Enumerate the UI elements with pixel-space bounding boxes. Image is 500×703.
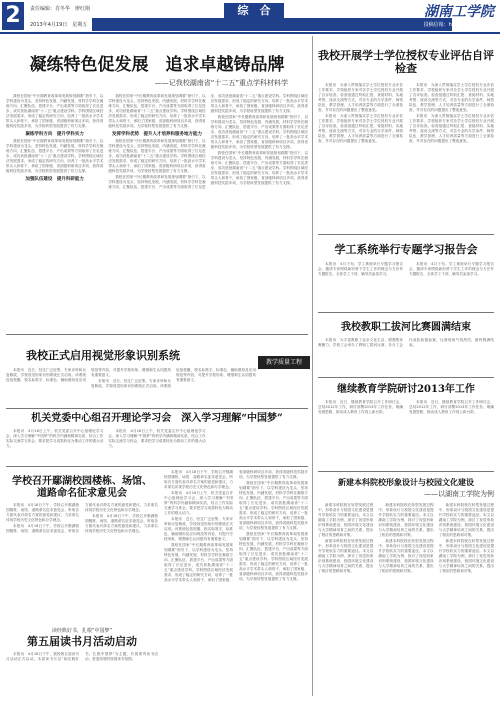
report-title: 学工系统举行专题学习报告会 (334, 243, 478, 256)
report-article (318, 238, 494, 310)
lead-paragraph: 我校在国家“中长期教育改革和发展规划纲要”指引下，以学科建设为龙头，坚持特色发展、内涵发展，材料学学科在凝练方向、汇聚队伍、搭建平台、产出成果等方面取得了长足进步，成功获批湖南省“十二五”重点建设学科。学科围绕区域经济发展需求，形成了稳定的研究方向，培养了一批高水平学术带头人和骨干，承担了国家级、省部级科研项目多项，获得省级科技奖励多项，为学校转型发展提供了有力支撑。 (210, 150, 308, 185)
page-number: 2 (2, 2, 24, 30)
vision-article (6, 340, 256, 405)
forum-title: 继续教育学院研讨2013年工作 (337, 384, 475, 395)
teaching-article (318, 316, 494, 374)
quality-label: 教学质量工程 (258, 356, 310, 369)
divider (6, 408, 308, 409)
vision-paragraph: 本报讯 近日，经过广泛征集、专家评审和反复修改，学校视觉形象识别系统正式启用。该系统包括校徽、校名标准字、标准色、辅助图形及应用规范等内容，对提升学校形象、增强师生认同感具有重要意义。 (6, 367, 171, 382)
campus-design-paragraph: 新建本科院校在转型发展过程中，形象设计与校园文化建设是提升学校软实力的重要途径。本文以湖南工学院为例，探讨了视觉形象识别系统建设、校园环境文化建设与大学精神培育之间的关系，提出了相应的思路和对策。 (378, 503, 434, 538)
naming-paragraph: 本报讯 4月18日下午，学校召开鄢湖校园楼栋、场馆、道路命名征求意见会，听取各方面代表对命名方案的意见和建议，力求命名体现学校历史文化特色和办学理念。 (6, 503, 79, 522)
degree-title: 我校开展学士学位授权专业评估自评检查 (318, 49, 494, 75)
party-article (6, 411, 308, 463)
teaching-paragraph: 本报讯 为丰富教职工业余文化生活，增强集体凝聚力，学校工会举办了教职工拔河比赛，各分工会代表队积极参赛，比赛现场气氛热烈，最终圆满结束。 (318, 337, 494, 347)
lead-paragraph: 我校在国家“中长期教育改革和发展规划纲要”指引下，以学科建设为龙头，坚持特色发展、内涵发展，材料学学科在凝练方向、汇聚队伍、搭建平台、产出成果等方面取得了长足进步，成功获批湖南省“十二五”重点建设学科。学科围绕区域经济发展需求，形成了稳定的研究方向，培养了一批高水平学术带头人和骨干，承担了国家级、省部级科研项目多项，获得省级科技奖励多项，为学校转型发展提供了有力支撑。 (6, 93, 104, 128)
divider (6, 466, 308, 467)
campus-design-title: 新建本科院校形象设计与校园文化建设 (338, 477, 474, 487)
lead-heading-3: 发挥学科优势 提升人才培养和服务地方能力 (111, 131, 202, 137)
campus-design-paragraph: 新建本科院校在转型发展过程中，形象设计与校园文化建设是提升学校软实力的重要途径。本文以湖南工学院为例，探讨了视觉形象识别系统建设、校园环境文化建设与大学精神培育之间的关系，提出了相应的思路和对策。 (438, 503, 494, 538)
report-paragraph: 本报讯 4月下旬，学工系统举行专题学习报告会，邀请专家围绕新形势下学生工作的理念与方法作专题报告，全体学工干部、辅导员参加学习。 (409, 261, 494, 276)
naming-title: 学校召开鄢湖校园楼栋、场馆、道路命名征求意见会 (12, 476, 152, 499)
campus-design-article (318, 474, 494, 696)
forum-paragraph: 本报讯 近日，继续教育学院召开工作研讨会，总结2012年工作，研讨部署2013年工作任务，明确发展思路，推动成人教育工作再上新台阶。 (318, 399, 403, 414)
degree-paragraph: 本报讯 为深入贯彻落实学士学位授权专业评估工作要求，学校组织专家对各学士学位授权专业开展了自评检查。检查组通过听取汇报、查阅材料、实地考察、座谈交流等方式，对各专业的办学条件、师资队伍、教学管理、人才培养质量等方面进行了全面检查，并对存在的问题提出了整改意见。 (318, 114, 403, 144)
divider (318, 234, 494, 235)
lead-title: 凝练特色促发展 追求卓越铸品牌 (29, 55, 285, 75)
lead-paragraph: 我校在国家“中长期教育改革和发展规划纲要”指引下，以学科建设为龙头，坚持特色发展、内涵发展，材料学学科在凝练方向、汇聚队伍、搭建平台、产出成果等方面取得了长足进步，成功获批湖南省“十二五”重点建设学科。学科围绕区域经济发展需求，形成了稳定的研究方向，培养了一批高水平学术带头人和骨干，承担了国家级、省部级科研项目多项，获得省级科技奖励多项，为学校转型发展提供了有力支撑。 (108, 138, 206, 173)
lead-heading-2: 加强队伍建设 提升科研能力 (25, 176, 84, 182)
reading-kicker: 读经典好书，扎根“中国梦” (51, 628, 113, 634)
degree-article (318, 40, 494, 230)
masthead: 湖南工学院 (424, 4, 494, 20)
forum-article (318, 380, 494, 468)
degree-paragraph: 本报讯 为深入贯彻落实学士学位授权专业评估工作要求，学校组织专家对各学士学位授权专业开展了自评检查。检查组通过听取汇报、查阅材料、实地考察、座谈交流等方式，对各专业的办学条件、师资队伍、教学管理、人才培养质量等方面进行了全面检查，并对存在的问题提出了整改意见。 (409, 83, 494, 113)
continued-paragraph: 本报讯 近日，经过广泛征集、专家评审和反复修改，学校视觉形象识别系统正式启用。该系统包括校徽、校名标准字、标准色、辅助图形及应用规范等内容，对提升学校形象、增强师生认同感具有重要意义。 (164, 517, 233, 541)
degree-paragraph: 本报讯 为深入贯彻落实学士学位授权专业评估工作要求，学校组织专家对各学士学位授权专业开展了自评检查。检查组通过听取汇报、查阅材料、实地考察、座谈交流等方式，对各专业的办学条件、师资队伍、教学管理、人才培养质量等方面进行了全面检查，并对存在的问题提出了整改意见。 (318, 83, 403, 113)
continued-paragraph: 我校在国家“中长期教育改革和发展规划纲要”指引下，以学科建设为龙头，坚持特色发展、内涵发展，材料学学科在凝练方向、汇聚队伍、搭建平台、产出成果等方面取得了长足进步，成功获批湖南省“十二五”重点建设学科。学科围绕区域经济发展需求，形成了稳定的研究方向，培养了一批高水平学术带头人和骨干，承担了国家级、省部级科研项目多项，获得省级科技奖励多项，为学校转型发展提供了有力支撑。 (239, 532, 308, 581)
lead-heading-1: 凝练学科方向 提升学科实力 (25, 131, 84, 137)
lead-article (6, 38, 308, 333)
party-title: 机关党委中心组召开理论学习会 深入学习理解“中国梦” (31, 413, 283, 424)
divider (318, 377, 494, 378)
party-paragraph: 本报讯 4月16日上午，机关党委召开中心组理论学习会，深入学习理解“中国梦”的科学内涵和精神实质，结合工作实际交流学习体会，要求把学习成果转化为推动工作的强大动力。 (6, 428, 104, 448)
continued-paragraph: 我校在国家“中长期教育改革和发展规划纲要”指引下，以学科建设为龙头，坚持特色发展、内涵发展，材料学学科在凝练方向、汇聚队伍、搭建平台、产出成果等方面取得了长足进步，成功获批湖南省“十二五”重点建设学科。学科围绕区域经济发展需求，形成了稳定的研究方向，培养了一批高水平学术带头人和骨干，承担了国家级、省部级科研项目多项，获得省级科技奖励多项，为学校转型发展提供了有力支撑。 (239, 481, 308, 530)
lead-continued (164, 470, 308, 696)
continued-paragraph: 本报讯 4月16日上午，机关党委召开中心组理论学习会，深入学习理解“中国梦”的科学内涵和精神实质，结合工作实际交流学习体会，要求把学习成果转化为推动工作的强大动力。 (164, 491, 233, 515)
lead-paragraph: 我校在国家“中长期教育改革和发展规划纲要”指引下，以学科建设为龙头，坚持特色发展、内涵发展，材料学学科在凝练方向、汇聚队伍、搭建平台、产出成果等方面取得了长足进步，成功获批湖南省“十二五”重点建设学科。学科围绕区域经济发展需求，形成了稳定的研究方向，培养了一批高水平学术带头人和骨干，承担了国家级、省部级科研项目多项，获得省级科技奖励多项，为学校转型发展提供了有力支撑。 (108, 93, 308, 189)
header-rule (0, 32, 500, 34)
naming-article (6, 470, 158, 620)
date-line: 2013年4月19日 星期五 (30, 22, 88, 28)
lead-paragraph: 我校在国家“中长期教育改革和发展规划纲要”指引下，以学科建设为龙头，坚持特色发展、内涵发展，材料学学科在凝练方向、汇聚队伍、搭建平台、产出成果等方面取得了长足进步，成功获批湖南省“十二五”重点建设学科。学科围绕区域经济发展需求，形成了稳定的研究方向，培养了一批高水平学术带头人和骨干，承担了国家级、省部级科研项目多项，获得省级科技奖励多项，为学校转型发展提供了有力支撑。 (6, 138, 104, 173)
reading-title: 第五届读书月活动启动 (27, 635, 137, 648)
vision-title: 我校正式启用视觉形象识别系统 (26, 349, 180, 362)
divider (6, 334, 308, 335)
naming-paragraph: 本报讯 4月18日下午，学校召开鄢湖校园楼栋、场馆、道路命名征求意见会，听取各方面代表对命名方案的意见和建议，力求命名体现学校历史文化特色和办学理念。 (6, 503, 158, 533)
page-header (0, 0, 500, 32)
vision-paragraph: 本报讯 近日，经过广泛征集、专家评审和反复修改，学校视觉形象识别系统正式启用。该系统包括校徽、校名标准字、标准色、辅助图形及应用规范等内容，对提升学校形象、增强师生认同感具有重要意义。 (91, 367, 256, 388)
campus-design-paragraph: 新建本科院校在转型发展过程中，形象设计与校园文化建设是提升学校软实力的重要途径。本文以湖南工学院为例，探讨了视觉形象识别系统建设、校园环境文化建设与大学精神培育之间的关系，提出了相应的思路和对策。 (318, 539, 374, 574)
divider (318, 312, 494, 313)
website: 投稿信箱：hngxyb@163.com (423, 22, 494, 28)
reading-paragraph: 本报讯 4月18日下午，我校第五届读书月活动正式启动。本届读书月以“读经典好书，扎根中国梦”为主题，开展系列读书活动，营造浓厚的校园读书氛围。 (6, 651, 158, 661)
reading-article (6, 627, 158, 697)
continued-paragraph: 我校在国家“中长期教育改革和发展规划纲要”指引下，以学科建设为龙头，坚持特色发展、内涵发展，材料学学科在凝练方向、汇聚队伍、搭建平台、产出成果等方面取得了长足进步，成功获批湖南省“十二五”重点建设学科。学科围绕区域经济发展需求，形成了稳定的研究方向，培养了一批高水平学术带头人和骨干，承担了国家级、省部级科研项目多项，获得省级科技奖励多项，为学校转型发展提供了有力支撑。 (164, 470, 308, 582)
report-paragraph: 本报讯 4月下旬，学工系统举行专题学习报告会，邀请专家围绕新形势下学生工作的理念与方法作专题报告，全体学工干部、辅导员参加学习。 (318, 261, 403, 276)
column-divider (312, 36, 313, 696)
lead-subtitle: ——记我校湖南省“十二五”重点学科材料学 (154, 78, 288, 87)
lead-paragraph: 我校在国家“中长期教育改革和发展规划纲要”指引下，以学科建设为龙头，坚持特色发展、内涵发展，材料学学科在凝练方向、汇聚队伍、搭建平台、产出成果等方面取得了长足进步，成功获批湖南省“十二五”重点建设学科。学科围绕区域经济发展需求，形成了稳定的研究方向，培养了一批高水平学术带头人和骨干，承担了国家级、省部级科研项目多项，获得省级科技奖励多项，为学校转型发展提供了有力支撑。 (210, 114, 308, 149)
teaching-title: 我校教职工拔河比赛圆满结束 (341, 322, 471, 333)
lead-body (6, 94, 308, 190)
forum-paragraph: 本报讯 近日，继续教育学院召开工作研讨会，总结2012年工作，研讨部署2013年工作任务，明确发展思路，推动成人教育工作再上新台阶。 (409, 399, 494, 414)
divider (318, 471, 494, 472)
campus-design-paragraph: 新建本科院校在转型发展过程中，形象设计与校园文化建设是提升学校软实力的重要途径。本文以湖南工学院为例，探讨了视觉形象识别系统建设、校园环境文化建设与大学精神培育之间的关系，提出了相应的思路和对策。 (378, 539, 434, 574)
continued-paragraph: 本报讯 4月18日下午，学校召开鄢湖校园楼栋、场馆、道路命名征求意见会，听取各方面代表对命名方案的意见和建议，力求命名体现学校历史文化特色和办学理念。 (164, 470, 233, 489)
header-band (92, 18, 452, 31)
naming-paragraph: 本报讯 4月18日下午，学校召开鄢湖校园楼栋、场馆、道路命名征求意见会，听取各方面代表对命名方案的意见和建议，力求命名体现学校历史文化特色和办学理念。 (85, 514, 158, 533)
campus-design-subtitle: ——以湖南工学院为例 (424, 490, 494, 499)
lead-paragraph: 我校在国家“中长期教育改革和发展规划纲要”指引下，以学科建设为龙头，坚持特色发展、内涵发展，材料学学科在凝练方向、汇聚队伍、搭建平台、产出成果等方面取得了长足进步，成功获批湖南省“十二五”重点建设学科。学科围绕区域经济发展需求，形成了稳定的研究方向，培养了一批高水平学术带头人和骨干，承担了国家级、省部级科研项目多项，获得省级科技奖励多项，为学校转型发展提供了有力支撑。 (108, 93, 206, 128)
section-tab: 综 合 (224, 3, 284, 19)
party-paragraph: 本报讯 4月16日上午，机关党委召开中心组理论学习会，深入学习理解“中国梦”的科学内涵和精神实质，结合工作实际交流学习体会，要求把学习成果转化为推动工作的强大动力。 (108, 428, 206, 448)
degree-paragraph: 本报讯 为深入贯彻落实学士学位授权专业评估工作要求，学校组织专家对各学士学位授权专业开展了自评检查。检查组通过听取汇报、查阅材料、实地考察、座谈交流等方式，对各专业的办学条件、师资队伍、教学管理、人才培养质量等方面进行了全面检查，并对存在的问题提出了整改意见。 (409, 114, 494, 144)
campus-design-paragraph: 新建本科院校在转型发展过程中，形象设计与校园文化建设是提升学校软实力的重要途径。本文以湖南工学院为例，探讨了视觉形象识别系统建设、校园环境文化建设与大学精神培育之间的关系，提出了相应的思路和对策。 (438, 539, 494, 574)
campus-design-paragraph: 新建本科院校在转型发展过程中，形象设计与校园文化建设是提升学校软实力的重要途径。本文以湖南工学院为例，探讨了视觉形象识别系统建设、校园环境文化建设与大学精神培育之间的关系，提出了相应的思路和对策。 (318, 503, 374, 538)
editor-line: 责任编辑：肖冬华 廖红刚 (30, 6, 91, 12)
